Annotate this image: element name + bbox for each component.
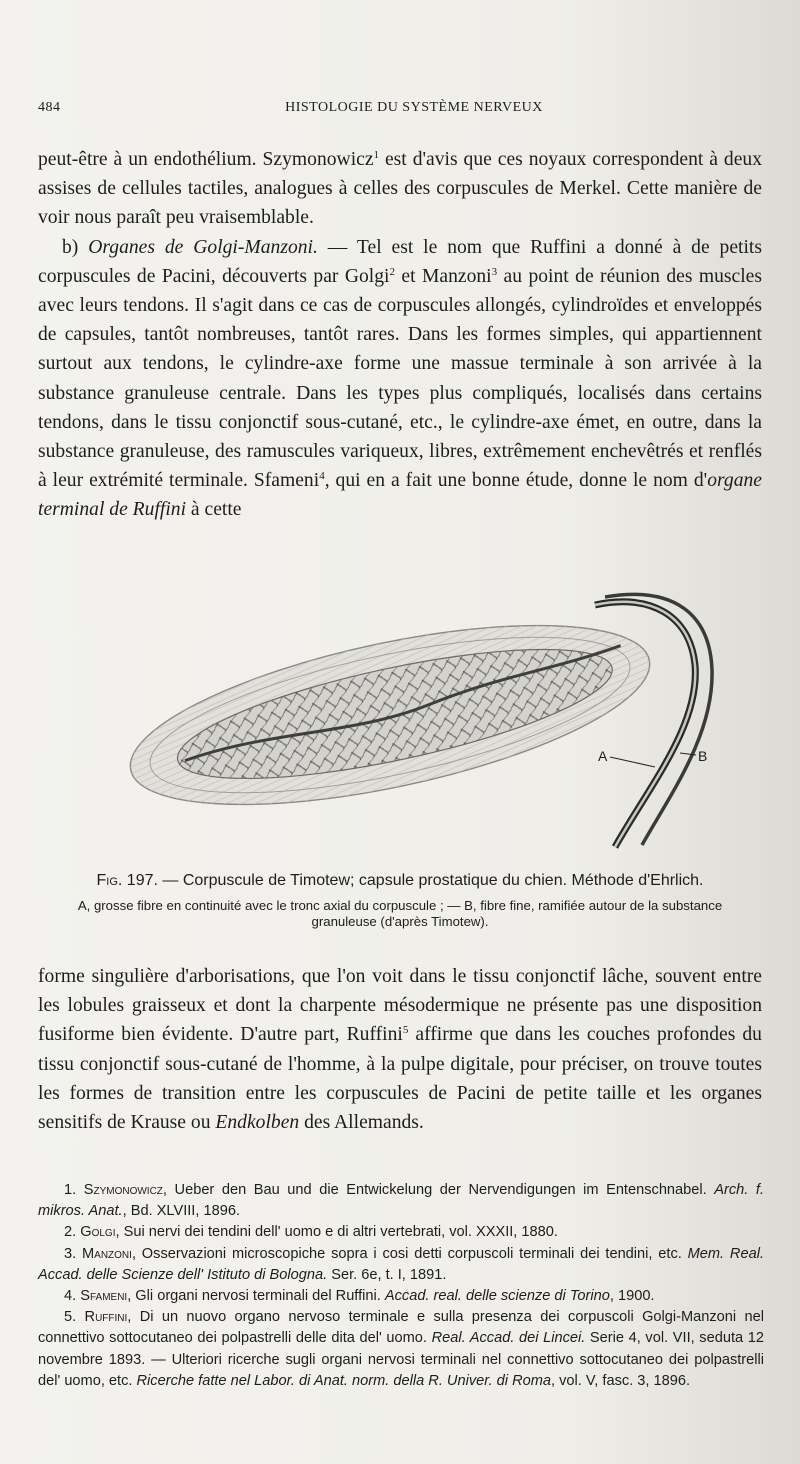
text-run: forme singulière d'arborisations, que l'on voit dans le tissu conjonctif lâche, souvent entre les lobules graisseux et dont la charpente mésodermique ne présente pas une disposition fusiforme bien évidente. D'autre part, Ruffini (38, 966, 762, 1046)
text-run: b) (62, 236, 89, 258)
footnote-number: 2. (64, 1224, 81, 1241)
footnote-author: Manzoni (82, 1245, 132, 1262)
text-run: — Tel est le nom que Ruffini a donné à de petits corpuscules de Pacini, découverts par Golgi (38, 236, 762, 287)
footnote-author: Szymonowicz (83, 1182, 163, 1198)
page-number: 484 (38, 100, 61, 115)
footnote-text: , Ueber den Bau und die Entwickelung der Nervendigungen im Entenschnabel. (162, 1182, 715, 1198)
corpuscle-illustration (90, 545, 780, 865)
italic-term: Endkolben (215, 1112, 300, 1134)
footnote-ref-4: 4 (319, 470, 325, 483)
footnote-number: 5. (64, 1309, 85, 1326)
caption-legend: A, grosse fibre en continuité avec le tronc axial du corpuscule ; — B, fibre fine, ramifiée autour de la substance granuleuse (d'après Timotew). (77, 898, 723, 929)
section-title: Organes de Golgi-Manzoni. (88, 236, 318, 258)
footnote-author: Golgi (80, 1224, 116, 1241)
footnote-ref-2: 2 (389, 265, 395, 278)
footnote-journal: Arch. f. mikros. Anat. (38, 1182, 765, 1220)
figure-197 (90, 545, 780, 865)
footnote-number: 4. (64, 1288, 81, 1305)
footnote-author: Sfameni (80, 1288, 128, 1305)
footnote-number: 1. (64, 1182, 84, 1198)
running-header (38, 100, 770, 122)
footnote-ref-1: 1 (373, 149, 380, 161)
footnote-journal: Accad. real. delle scienze di Torino (384, 1288, 610, 1305)
footnote-text: , 1900. (609, 1288, 655, 1305)
footnote-5 (38, 1307, 764, 1392)
paragraph-1 (38, 145, 762, 233)
paragraph-3 (38, 962, 762, 1137)
label-a: A (598, 748, 608, 764)
footnotes (38, 1180, 764, 1392)
caption-title (38, 872, 762, 890)
paragraph-2 (38, 233, 762, 525)
running-title: HISTOLOGIE DU SYSTÈME NERVEUX (285, 100, 543, 115)
italic-term: organe terminal de Ruffini (38, 470, 763, 521)
footnote-text: , Osservazioni microscopiche sopra i cosi detti corpuscoli terminali dei tendini, etc. (131, 1245, 688, 1262)
footnote-number: 3. (64, 1245, 82, 1262)
text-run: est d'avis que ces noyaux correspondent à deux assises de cellules tactiles, analogues à celles des corpuscules de Merkel. Cette manière de voir nous paraît peu vraisemblable. (38, 149, 762, 229)
footnote-journal: Real. Accad. dei Lincei. (431, 1330, 586, 1347)
footnote-text: , Gli organi nervosi terminali del Ruffini. (127, 1288, 385, 1305)
footnote-1 (38, 1180, 764, 1222)
text-run: à cette (186, 499, 242, 521)
footnote-journal: Mem. Real. Accad. delle Scienze dell' Istituto di Bologna. (38, 1245, 764, 1283)
leader-a (610, 757, 655, 767)
body-text-bottom (38, 962, 762, 1137)
footnote-text: , Bd. XLVIII, 1896. (122, 1203, 240, 1220)
footnote-4 (38, 1286, 764, 1307)
footnote-ref-3: 3 (491, 265, 498, 278)
footnote-journal: Ricerche fatte nel Labor. di Anat. norm. della R. Univer. di Roma (136, 1372, 552, 1389)
caption-main-text: 197. — Corpuscule de Timotew; capsule prostatique du chien. Méthode d'Ehrlich. (122, 872, 704, 889)
footnote-text: Ser. 6e, t. I, 1891. (327, 1266, 447, 1283)
footnote-2 (38, 1222, 764, 1243)
label-b: B (698, 748, 708, 764)
footnote-ref-5: 5 (402, 1024, 409, 1037)
text-run: des Allemands. (299, 1112, 424, 1134)
text-run: , qui en a fait une bonne étude, donne le nom d' (324, 470, 708, 492)
body-text-top (38, 145, 762, 525)
footnote-author: Ruffini (84, 1309, 128, 1326)
footnote-3 (38, 1244, 764, 1286)
text-run: affirme que dans les couches profondes du tissu conjonctif sous-cutané de l'homme, à la pulpe digitale, pour préciser, on trouve toutes les formes de transition entre les corpuscules de Pacini de petite taille et les organes sensitifs de Krause ou (38, 1024, 762, 1134)
footnote-text: , Sui nervi dei tendini dell' uomo e di altri vertebrati, vol. XXXII, 1880. (115, 1224, 558, 1241)
figure-caption (38, 872, 762, 930)
caption-fig-label: Fig. (96, 872, 123, 889)
footnote-text: , Di un nuovo organo nervoso terminale e sulla presenza dei corpuscoli Golgi-Manzoni nel connettivo sottocutaneo dei polpastrelli delle dita del' uomo. (38, 1309, 764, 1347)
fiber-b (605, 594, 712, 845)
footnote-text: Serie 4, vol. VII, seduta 12 novembre 1893. — Ulteriori ricerche sugli organi nervosi terminali nel connettivo sottocutaneo dei polpastrelli del' uomo, etc. (38, 1330, 764, 1389)
text-run: et Manzoni (394, 265, 492, 287)
text-run: au point de réunion des muscles avec leurs tendons. Il s'agit dans ce cas de corpuscules allongés, cylindroïdes et enveloppés de capsules, tantôt nombreuses, tantôt rares. Dans les formes simples, qui appartiennent surtout aux tendons, le cylindre-axe forme une massue terminale à son arrivée à la substance granuleuse centrale. Dans les types plus compliqués, localisés dans certains tendons, dans le tissu conjonctif sous-cutané, etc., le cylindre-axe émet, en outre, dans la substance granuleuse, des ramuscules variqueux, libres, extrêmement enchevêtrés et renflés à leur extrémité terminale. Sfameni (38, 265, 762, 492)
text-run: peut-être à un endothélium. Szymonowicz (38, 149, 374, 170)
footnote-text: , vol. V, fasc. 3, 1896. (551, 1372, 691, 1389)
